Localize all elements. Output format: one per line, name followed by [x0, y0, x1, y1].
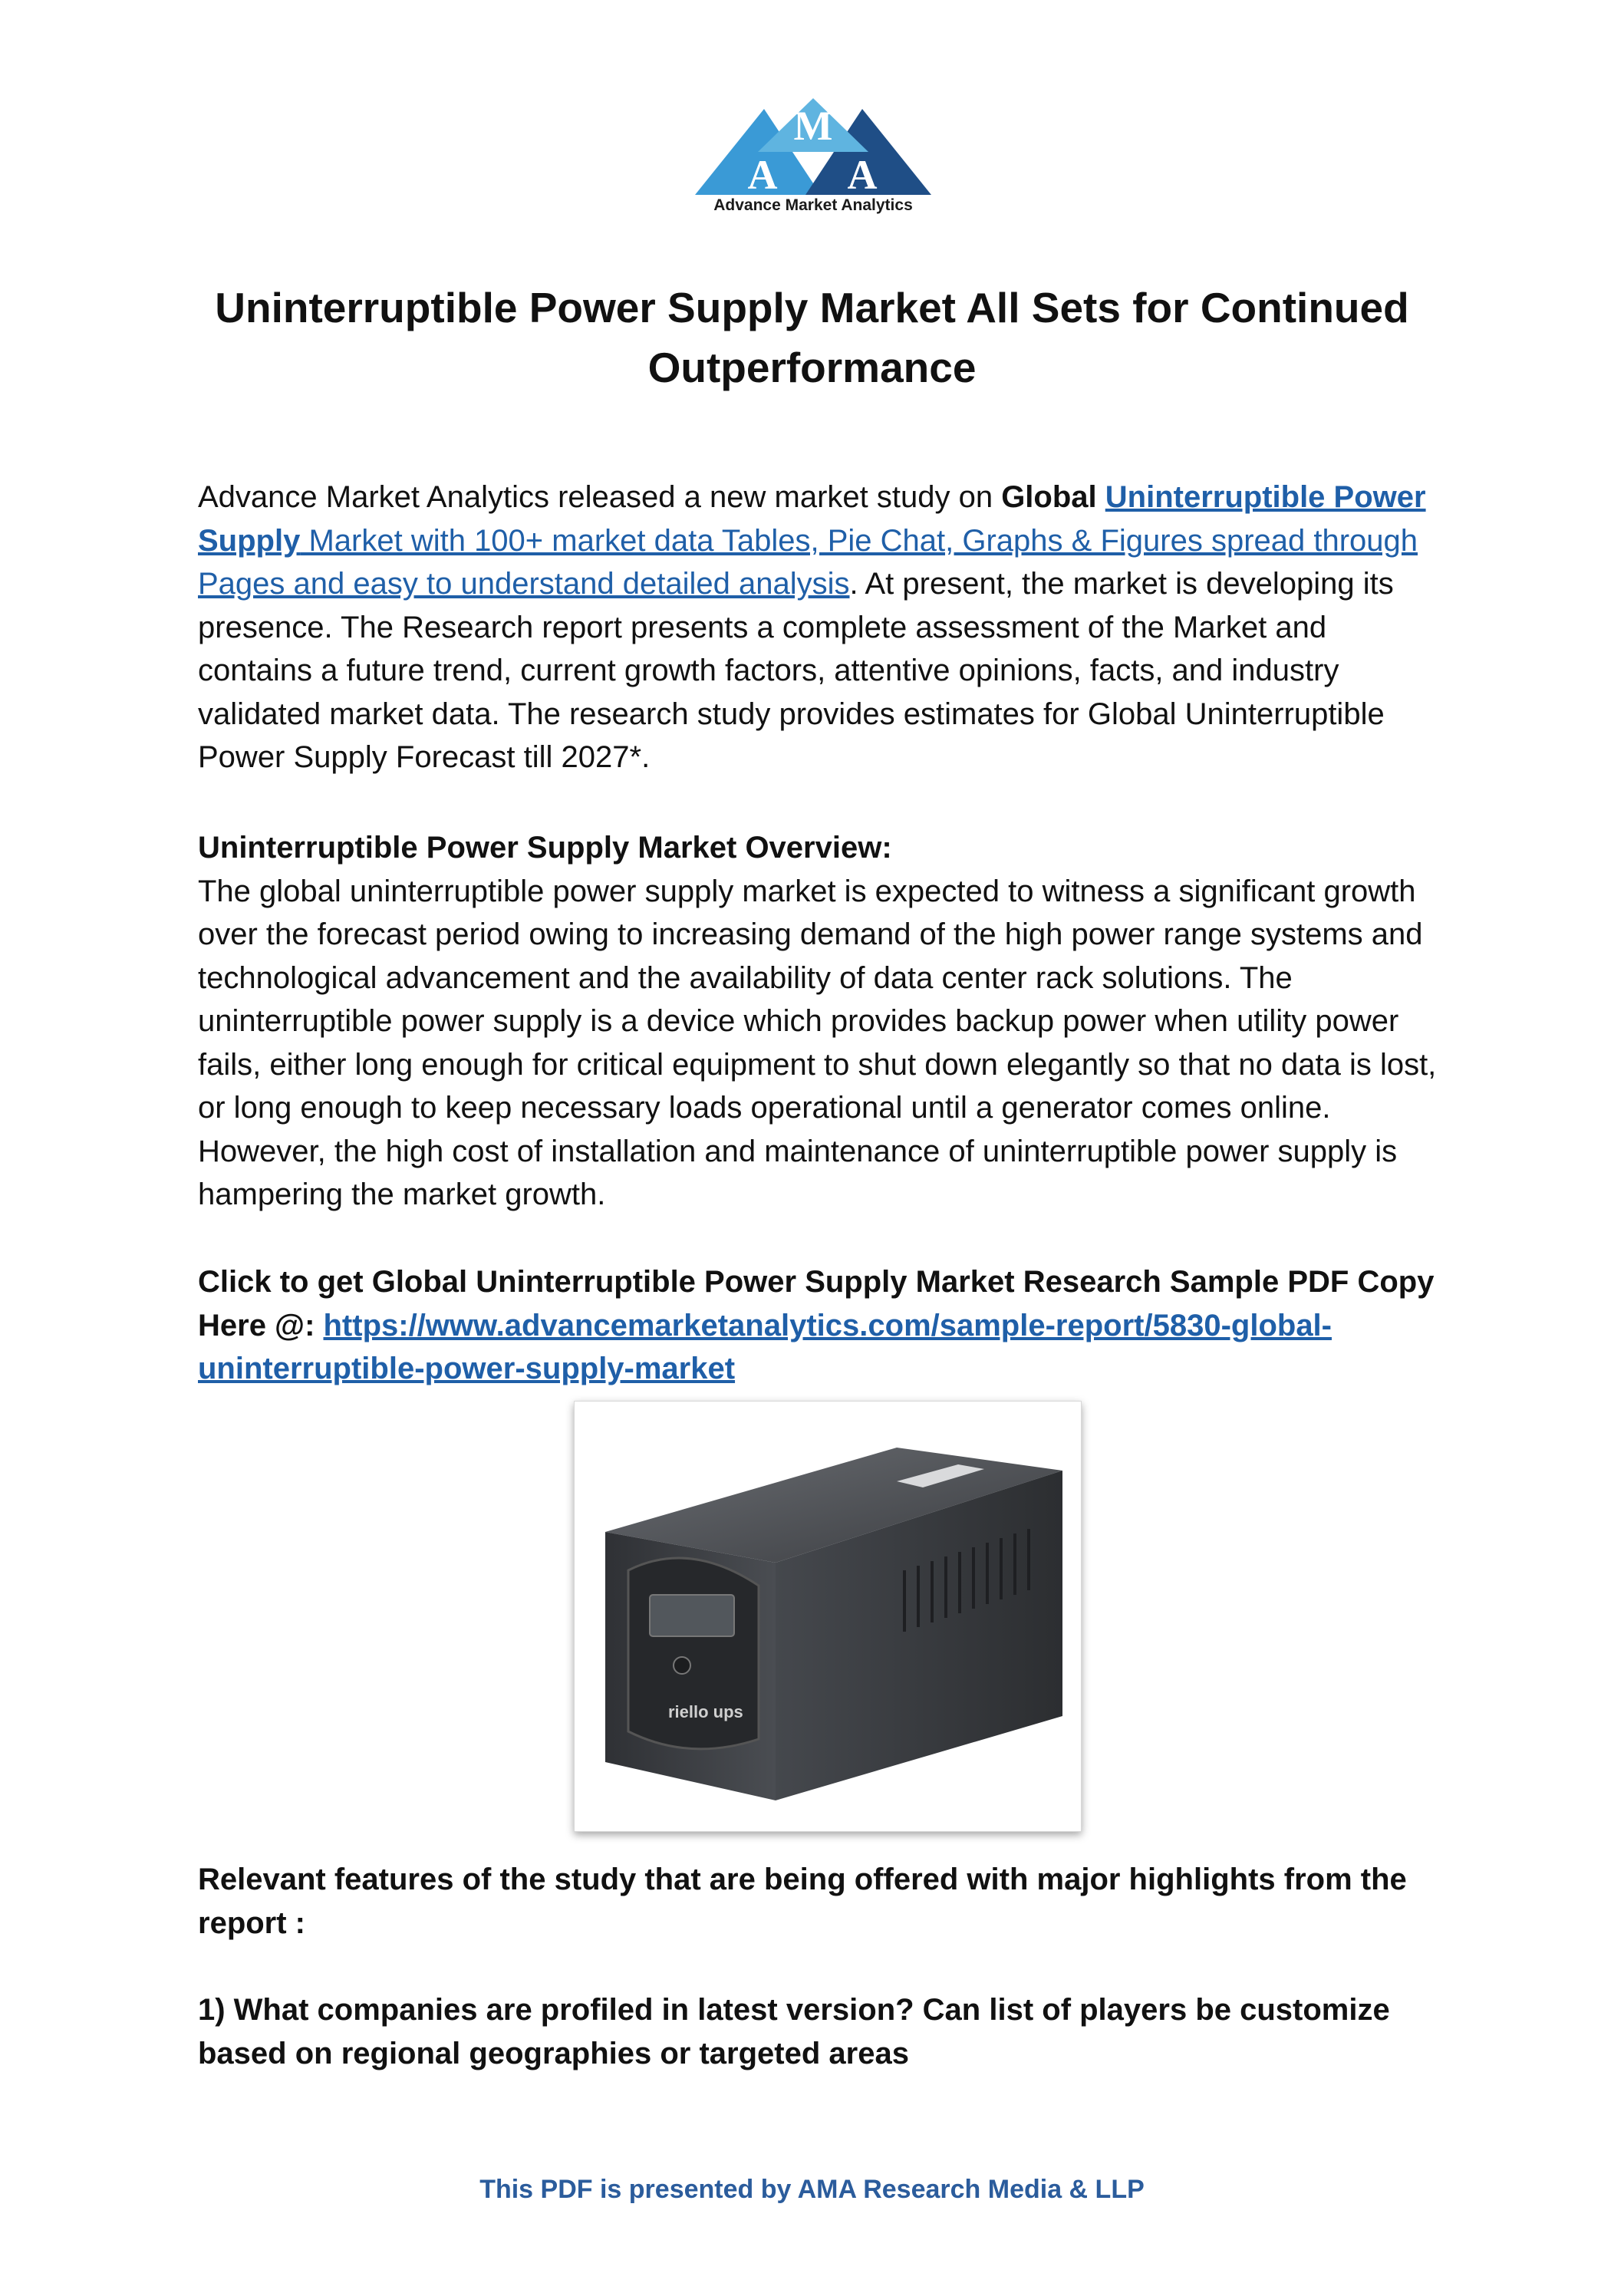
ups-brand-label: riello ups — [668, 1702, 743, 1721]
footer-text: This PDF is presented by AMA Research Media & LLP — [479, 2175, 1145, 2204]
overview-section — [198, 826, 1441, 1217]
intro-global: Global — [1001, 480, 1097, 514]
page-title: Uninterruptible Power Supply Market All Sets for Continued Outperformance — [215, 284, 1409, 391]
features-heading-text: Relevant features of the study that are being offered with major highlights from the report : — [198, 1863, 1407, 1940]
sample-section — [198, 1260, 1441, 1391]
question-1 — [198, 1988, 1441, 2075]
logo-caption: Advance Market Analytics — [713, 196, 913, 214]
sample-report-url[interactable]: https://www.advancemarketanalytics.com/sample-report/5830-global-uninterruptible-power-supply-market — [198, 1308, 1332, 1385]
ups-product-image — [574, 1401, 1082, 1832]
ama-logo — [692, 98, 934, 218]
ama-logo-mark — [692, 98, 934, 196]
intro-rest: . At present, the market is developing its presence. The Research report presents a complete assessment of the Market and contains a future trend, current growth factors, attentive opinions, facts, and industry validated market data. The research study provides estimates for Global Uninterruptible Power Supply Forecast till 2027*. — [198, 567, 1394, 774]
sample-text: Click to get Global Uninterruptible Power Supply Market Research Sample PDF Copy Here @: — [198, 1265, 1435, 1342]
logo-letter-a-right: A — [847, 152, 878, 196]
overview-text: The global uninterruptible power supply market is expected to witness a significant growth over the forecast period owing to increasing demand of the high power range systems and technological advancement and the availability of data center rack solutions. The uninterruptible power supply is a device which provides backup power when utility power fails, either long enough for critical equipment to shut down elegantly so that no data is lost, or long enough to keep necessary loads operational until a generator comes online. However, the high cost of installation and maintenance of uninterruptible power supply is hampering the market growth. — [198, 874, 1437, 1211]
logo-letter-a-left: A — [747, 152, 778, 196]
intro-lead: Advance Market Analytics released a new market study on — [198, 480, 1002, 514]
logo-letter-m: M — [793, 103, 833, 149]
features-heading — [198, 1858, 1441, 1945]
question-1-text: 1) What companies are profiled in latest version? Can list of players be customize based on regional geographies or targeted areas — [198, 1993, 1390, 2070]
ups-device-illustration — [575, 1402, 1081, 1831]
report-link-bold[interactable]: Uninterruptible Power Supply — [198, 480, 1426, 558]
sample-report-link[interactable] — [198, 1309, 1332, 1386]
overview-heading: Uninterruptible Power Supply Market Overview: — [198, 831, 892, 865]
intro-paragraph — [198, 476, 1441, 779]
report-link-rest[interactable]: Market with 100+ market data Tables, Pie Chat, Graphs & Figures spread through Pages and easy to understand detailed analysis — [198, 523, 1418, 601]
